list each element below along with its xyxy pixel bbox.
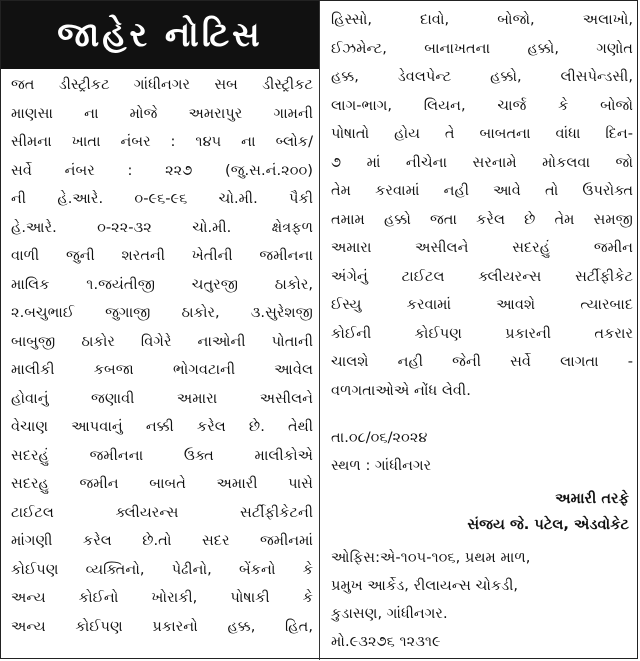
notice-body-right bbox=[331, 6, 633, 405]
body-line: હે.આરે. ૦-૨૨-૩૨ ચો.મી. ક્ષેત્રફળ bbox=[11, 218, 313, 236]
body-line: માણસા ના મોજે અમરાપુર ગામની bbox=[11, 104, 313, 122]
body-line: કોઈની કોઈપણ પ્રકારની તકરાર bbox=[331, 324, 633, 342]
notice-title-bar bbox=[1, 1, 319, 69]
notice-title: જાહેર નોટિસ bbox=[57, 15, 263, 55]
body-line: તેમ કરવામાં નહી આવે તો ઉપરોક્ત bbox=[331, 182, 633, 199]
body-line: ૭ માં નીચેના સરનામે મોકલવા જો bbox=[331, 153, 633, 171]
body-line: ચાલશે નહી જેની સર્વે લાગતા - bbox=[331, 353, 633, 370]
body-line: કોઈપણ વ્યક્તિનો, પેઢીનો, બેંકનો કે bbox=[11, 560, 313, 578]
office-line: કુડાસણ, ગાંધીનગર. bbox=[331, 605, 448, 622]
office-line: ઓફિસ:એ-૧૦૫-૧૦૬, પ્રથમ માળ, bbox=[331, 549, 531, 566]
body-line: માલિક ૧.જયંતીજી ચતુરજી ઠાકોર, bbox=[11, 275, 313, 293]
body-line: ની હે.આરે. ૦-૯૬-૯૬ ચો.મી. પૈકી bbox=[11, 190, 313, 207]
body-line: હિસ્સો, દાવો, બોજો, અલાખો, bbox=[331, 11, 633, 28]
mobile-number: મો.૯૩૨૭૬ ૧૨૩૧૯ bbox=[331, 633, 441, 650]
body-line: ૨.બચુભાઈ જુગાજી ઠાકોર, ૩.સુરેશજી bbox=[11, 304, 313, 321]
body-line: વળગતાઓએ નોંધ લેવી. bbox=[331, 381, 471, 399]
body-line: સર્વે નંબર : ૨૨૭ (જુ.સ.નં.૨૦૦) bbox=[11, 161, 313, 179]
body-line: વેચાણ આપવાનું નક્કી કરેલ છે. તેથી bbox=[11, 418, 313, 435]
body-line: હોવાનું જણાવી અમારા અસીલને bbox=[11, 389, 313, 407]
body-line: સીમના ખાતા નંબર : ૧૪૫ ના બ્લોક/ bbox=[11, 133, 313, 150]
body-line: ઈસ્યુ કરવામાં આવશે ત્યારબાદ bbox=[331, 296, 633, 313]
body-line: અંગેનું ટાઈટલ ક્લીયરન્સ સર્ટીફીકેટ bbox=[331, 267, 633, 285]
body-line: પોષાતો હોય તે બાબતના વાંધા દિન- bbox=[331, 125, 633, 142]
body-line: ઈઝમેન્ટ, બાનાખતના હક્કો, ગણોત bbox=[331, 39, 633, 57]
body-line: માંગણી કરેલ છે.તો સદર જમીનમાં bbox=[11, 532, 313, 549]
signer-on-behalf: અમારી તરફે bbox=[555, 490, 629, 507]
notice-place: સ્થળ : ગાંધીનગર bbox=[331, 457, 432, 474]
notice-body-left bbox=[11, 71, 313, 641]
body-line: બાબુજી ઠાકોર વિગેરે નાઓની પોતાની bbox=[11, 332, 313, 350]
office-line: પ્રમુખ આર્કેડ, રીલાયન્સ ચોકડી, bbox=[331, 577, 519, 594]
body-line: ટાઈટલ ક્લીયરન્સ સર્ટીફીકેટની bbox=[11, 503, 313, 521]
body-line: અન્ય કોઈનો ખોરાકી, પોષાકી કે bbox=[11, 589, 313, 606]
notice-right-column bbox=[321, 1, 639, 660]
body-line: જત ડીસ્ટ્રીકટ ગાંધીનગર સબ ડીસ્ટ્રીકટ bbox=[11, 76, 313, 93]
notice-date: તા.૦૮/૦૬/૨૦૨૪ bbox=[331, 429, 428, 446]
body-line: સદરહુ જમીન બાબતે અમારી પાસે bbox=[11, 475, 313, 492]
body-line: વાળી જુની શરતની ખેતીની જમીનના bbox=[11, 247, 313, 264]
body-line: માલીકી કબજા ભોગવટાની આવેલ bbox=[11, 361, 313, 378]
body-line: લાગ-ભાગ, લિયન, ચાર્જ કે બોજો bbox=[331, 96, 633, 114]
column-divider bbox=[319, 1, 320, 660]
body-line: અમારા અસીલને સદરહું જમીન bbox=[331, 239, 633, 256]
signer-block bbox=[467, 486, 629, 538]
body-line: સદરહું જમીનના ઉક્ત માલીકોએ bbox=[11, 446, 313, 464]
office-address bbox=[331, 544, 631, 656]
body-line: તમામ હક્કો જતા કરેલ છે તેમ સમજી bbox=[331, 210, 633, 228]
signer-name: સંજય જે. પટેલ, એડવોકેટ bbox=[467, 516, 629, 533]
body-line: અન્ય કોઈપણ પ્રકારનો હક્ક, હિત, bbox=[11, 617, 313, 635]
notice-left-column bbox=[1, 1, 319, 660]
body-line: હક્ક, ડેવલપેન્ટ હક્કો, લીસપેન્ડસી, bbox=[331, 68, 633, 85]
